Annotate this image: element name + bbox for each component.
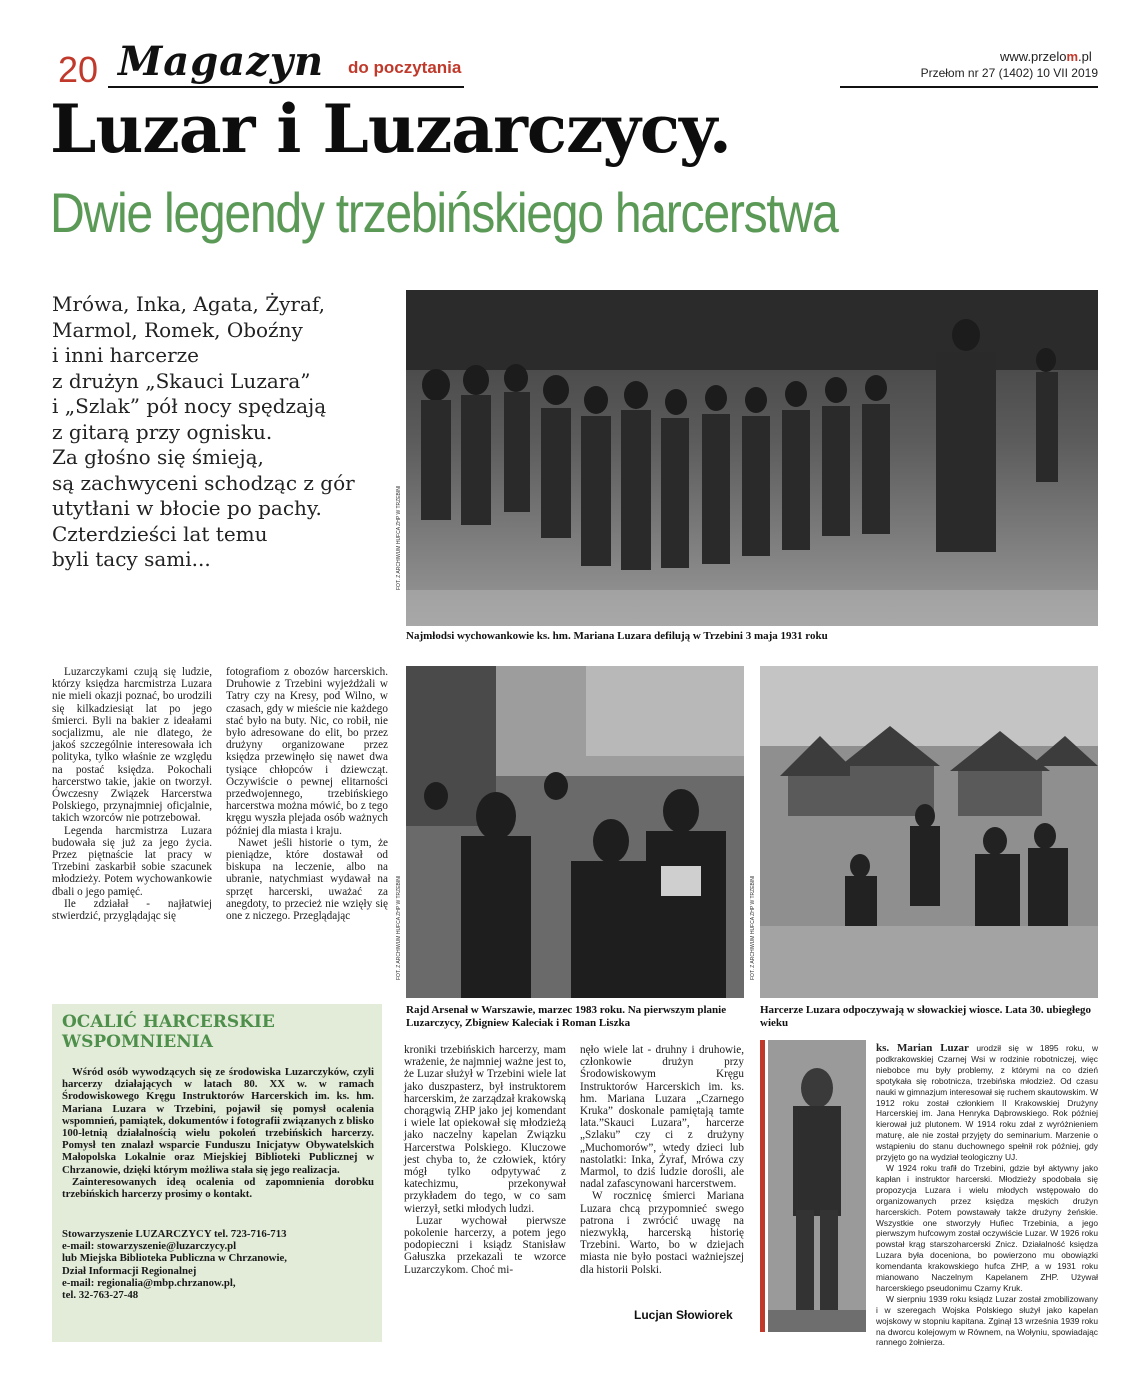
bio-name: ks. Marian Luzar [876, 1042, 969, 1054]
header-rule-right [840, 86, 1098, 88]
header-rule-left [108, 86, 464, 88]
article-subtitle: Dwie legendy trzebińskiego harcerstwa [50, 181, 838, 244]
contact-email[interactable]: e-mail: regionalia@mbp.chrzanow.pl, [62, 1276, 236, 1289]
photo-rajd-arsenal [406, 666, 744, 998]
section-label: do poczytania [348, 58, 462, 77]
article-column-3: kroniki trzebińskich harcerzy, mam wrażenie, że najmniej ważne jest to, że Luzar służył w Trzebini wiele lat jako duszpasterz, był instruktorem harcerskim, że zarządzał krakowską chorągwią ZHP jako jej komendant i wiele lat opiekował się młodzieżą jako naczelny kapelan Związku Harcerstwa Polskiego. Kluczowe jest chyba to, że człowiek, który mógł tylko odpytywać z katechizmu, przekonywał przykładem do tego, w co sam wierzył, setki młodych ludzi. Luzar wychował pierwsze pokolenie harcerzy, a potem jego podopieczni i ksiądz Stanisław Gałuszka przekazali te wzorce Luzarczykom. Choć mi- [404, 1044, 566, 1276]
photo-parade [406, 290, 1098, 626]
photo-portrait-luzar [768, 1040, 866, 1332]
contact-line: lub Miejska Biblioteka Publiczna w Chrzanowie, [62, 1252, 287, 1265]
article-column-4: nęło wiele lat - druhny i druhowie, członkowie drużyn przy Środowiskowym Kręgu Instruktorów Harcerskich im. ks. hm. Mariana Luzara „Czarnego Kruka” doskonale pamiętają tamte lata.”Skauci Luzara”, harcerze „Szlaku” czy ci z drużyny „Muchomorów”, wtedy dzieci lub nastolatki: Inka, Żyraf, Mrówa czy Marmol, to dziś ludzie dorośli, ale nadal zafascynowani harcerstwem. W rocznicę śmierci Mariana Luzara chcą przypomnieć swego patrona i zwrócić uwagę na niezwykłą, harcerską historię Trzebini. Warto, bo w dziejach miasta nie było postaci ważniejszej dla historii Polski. [580, 1044, 744, 1276]
issue-info: Przełom nr 27 (1402) 10 VII 2019 [920, 66, 1098, 80]
bio-accent-bar [760, 1040, 765, 1332]
article-lead: Mrówa, Inka, Agata, Żyraf, Marmol, Romek, Oboźny i inni harcerze z drużyn „Skauci Luzara” i „Szlak” pół nocy spędzają z gitarą przy ognisku. Za głośno się śmieją, są zachwyceni schodząc z gór utytłani w błocie po pachy. Czterdzieści lat temu byli tacy sami... [52, 292, 355, 571]
page-number: 20 [58, 49, 99, 90]
article-column-1: Luzarczykami czują się ludzie, którzy księdza harcmistrza Luzara nie mieli okazji poznać, bo urodzili się kilkadziesiąt lat po jego śmierci. Byli na bakier z ideałami socjalizmu, ale nie dlatego, że jakoś szczególnie interesowała ich polityka, tylko właśnie ze względu na postać księdza. Pokochali harcerstwo takie, jakie on tworzył. Ówczesny Związek Harcerstwa Polskiego, przynajmniej oficjalnie, takich wzorców nie potrzebował. Legenda harcmistrza Luzara budowała się już za jego życia. Przez piętnaście lat pracy w Trzebini zaskarbił sobie szacunek młodzieży. Potem wychowankowie dbali o jego pamięć. Ile zdziałał - najłatwiej stwierdzić, przyglądając się [52, 666, 212, 923]
photo-slovak-village [760, 666, 1098, 998]
info-box-title: OCALIĆ HARCERSKIE WSPOMNIENIA [62, 1012, 275, 1052]
photo-credit-main: FOT. Z ARCHIWUM HUFCA ZHP W TRZEBINI [396, 485, 402, 590]
photo-caption-rajd: Rajd Arsenał w Warszawie, marzec 1983 roku. Na pierwszym planie Luzarczycy, Zbigniew Kaleciak i Roman Liszka [406, 1004, 727, 1029]
contact-line: Stowarzyszenie LUZARCZYCY tel. 723-716-713 [62, 1228, 287, 1240]
info-box-text: Wśród osób wywodzących się ze środowiska Luzarczyków, czyli harcerzy działających w latach 80. XX w. w ramach Środowiskowego Kręgu Instruktorów Harcerskich im. ks. hm. Mariana Luzara w Trzebini, pojawił się pomysł ocalenia wspomnień, pamiątek, dokumentów i fotografii związanych z blisko 100-letnią działalnością wielu pokoleń trzebińskich harcerzy. Pomysł ten znalazł wsparcie Funduszu Inicjatyw Obywatelskich Małopolska Lokalnie oraz Miejskiej Biblioteki Publicznej w Chrzanowie, dzięki którym możliwa stała się jego realizacja. Zainteresowanych ideą ocalenia od zapomnienia dorobku trzebińskich harcerzy prosimy o kontakt. [62, 1066, 374, 1201]
photo-caption-main: Najmłodsi wychowankowie ks. hm. Mariana Luzara defilują w Trzebini 3 maja 1931 roku [406, 630, 828, 642]
photo-credit-rajd: FOT. Z ARCHIWUM HUFCA ZHP W TRZEBINI [396, 875, 402, 980]
info-box-contact [62, 1228, 374, 1301]
website-link[interactable]: www.przelom.pl [1000, 49, 1092, 64]
article-column-2: fotografiom z obozów harcerskich. Druhowie z Trzebini wyjeżdżali w Tatry czy na Kresy, pod Wilno, w czasach, gdy w mieście nie każdego stać było na buty. Nic, co robił, nie było adresowane do elit, bo przez drużyny organizowane przez księdza przewinęło się nawet dwa tysiące chłopców i dziewcząt. Oczywiście o pewnej elitarności przedwojennego, trzebińskiego harcerstwa można mówić, bo z tego kręgu wyszła plejada osób ważnych później dla miasta i kraju. Nawet jeśli historie o tym, że pieniądze, które dostawał od biskupa na leczenie, albo na ubranie, natychmiast wydawał na sprzęt harcerski, uważać za anegdoty, to przecież nie wzięły się one z niczego. Przeglądając [226, 666, 388, 923]
article-title: Luzar i Luzarczycy. [50, 90, 731, 168]
photo-credit-village: FOT. Z ARCHIWUM HUFCA ZHP W TRZEBINI [750, 875, 756, 980]
article-author: Lucjan Słowiorek [634, 1308, 733, 1322]
contact-line: Dział Informacji Regionalnej [62, 1264, 197, 1277]
photo-caption-village: Harcerze Luzara odpoczywają w słowackiej wiosce. Lata 30. ubiegłego wieku [760, 1004, 1091, 1029]
contact-email[interactable]: e-mail: stowarzyszenie@luzarczycy.pl [62, 1240, 237, 1253]
contact-phone: tel. 32-763-27-48 [62, 1289, 139, 1302]
bio-text: ks. Marian Luzar urodził się w 1895 roku, w podkrakowskiej Czarnej Wsi w rodzinie robotniczej, więc niebobce mu były problemy, z którymi na co dzień spotykała się robotnicza, trzebińska młodzież. Od czasu nauki w gimnazjum interesował się ruchem skautowskim. W 1912 roku został członkiem II Krakowskiej Drużyny Harcerskiej im. Jana Henryka Dąbrowskiego. Rok później kierował już plutonem. W 1914 roku zdał z wyróżnieniem maturę, ale nie został przyjęty do seminarium. Marzenie o wstąpieniu do stanu duchownego spełnił rok później, gdy przyjęto go na wydział teologiczny UJ. W 1924 roku trafił do Trzebini, gdzie był aktywny jako kapłan i instruktor harcerski. Młodzieży spodobała się propozycja Luzara i wielu młodych wstępowało do organizowanych przez księdza męskich drużyn harcerskich. Potem powstawały także drużyny żeńskie. Wszystkie one stworzyły Hufiec Trzebinia, a jego pierwszym hufcowym został oczywiście Luzar. W 1926 roku powstał krąg starszoharcerski Znicz. Działalność księdza Luzara była doceniona, bo powierzono mu obowiązki komendanta krakowskiego hufca ZHP, a w 1931 roku mianowano Naczelnym Kapelanem ZHP. Używał harcerskiego pseudonimu Czarny Kruk. W sierpniu 1939 roku ksiądz Luzar został zmobilizowany i w szeregach Wojska Polskiego służył jako kapelan wojskowy w stopniu kapitana. Zginął 13 września 1939 roku na dworcu kolejowym w Równem, na Wołyniu, spowiadając rannego żołnierza. [876, 1042, 1099, 1348]
magazine-logo: Magazyn [118, 38, 325, 85]
